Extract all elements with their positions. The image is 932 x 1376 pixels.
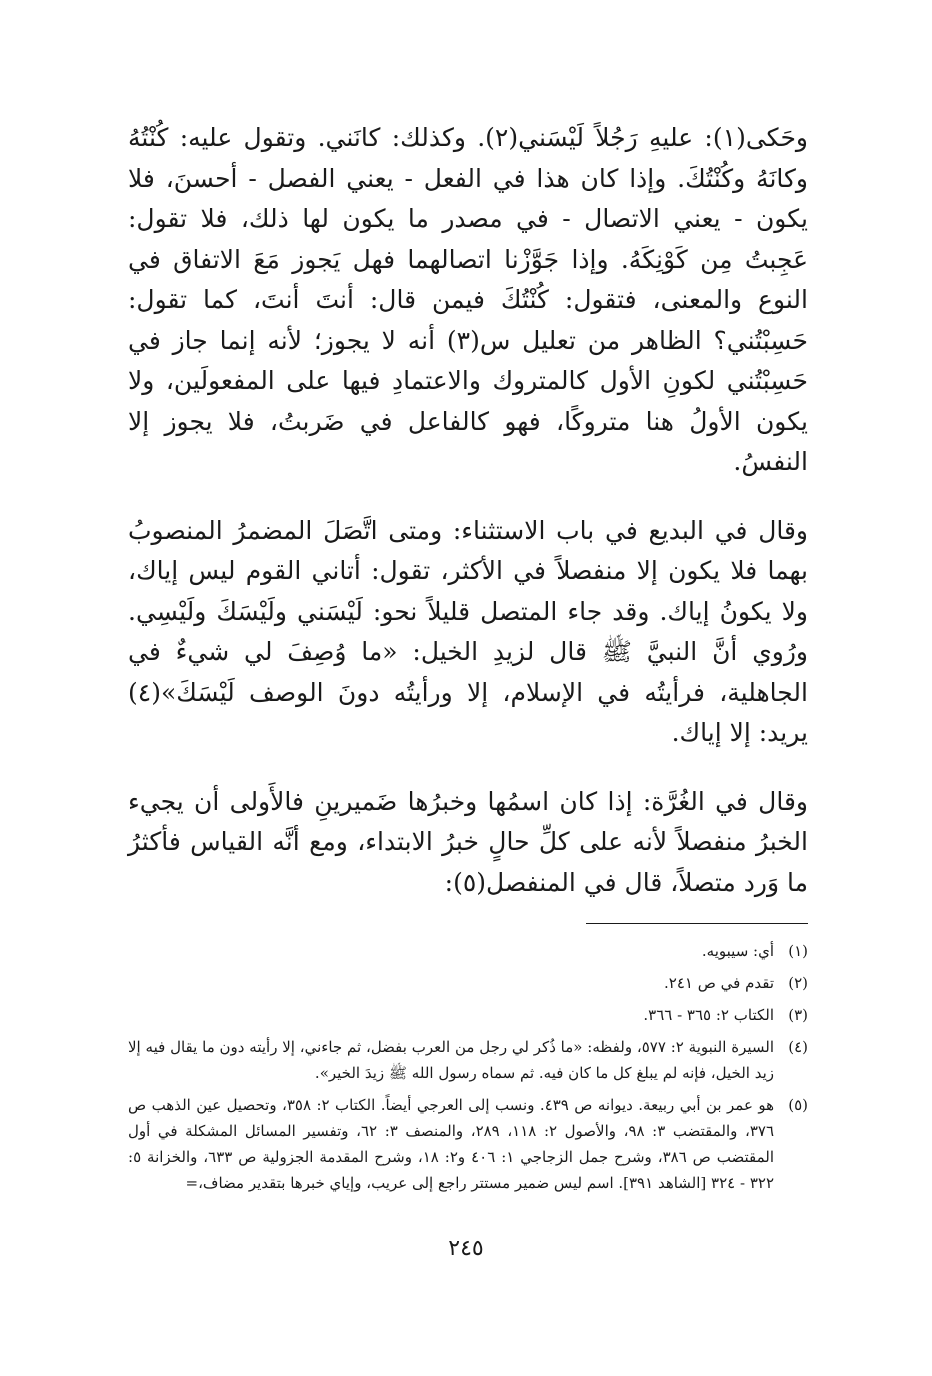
footnote-number: (١) (788, 942, 808, 960)
footnote-text: تقدم في ص ٢٤١. (664, 974, 774, 992)
footnote-text: الكتاب ٢: ٣٦٥ - ٣٦٦. (643, 1006, 774, 1024)
paragraph-3: وقال في الغُرَّة: إذا كان اسمُها وخبرُها ضَميرينِ فالأَولى أن يجيء الخبرُ منفصلاً لأنه على كلِّ حالٍ خبرُ الابتداء، ومع أنَّه القياس فأكثرُ ما وَرد متصلاً، قال في المنفصل(٥): (128, 786, 808, 897)
footnote-item (128, 1002, 808, 1028)
footnote-text: السيرة النبوية ٢: ٥٧٧، ولفظه: «ما ذُكر لي رجل من العرب بفضل، ثم جاءني، إلا رأيته دون ما يقال فيه إلا زيد الخيل، فإنه لم يبلغ كل ما كان فيه. ثم سماه رسول الله ﷺ زيدَ الخير». (128, 1038, 775, 1082)
page-number: ٢٤٥ (448, 1236, 484, 1261)
footnote-number: (٤) (788, 1038, 808, 1056)
footnote-item (128, 1034, 808, 1086)
footnote-number: (٣) (788, 1006, 808, 1024)
footnote-text: هو عمر بن أبي ربيعة. ديوانه ص ٤٣٩. ونسب إلى العرجي أيضاً. الكتاب ٢: ٣٥٨، وتحصيل عين الذهب ص ٣٧٦، والمقتضب ٣: ٩٨، والأصول ٢: ١١٨، ٢٨٩، والمنصف ٣: ٦٢، وتفسير المسائل المشكلة في أول المقتضب ص ٣٨٦، وشرح جمل الزجاجي ١: ٤٠٦ و٢: ١٨، وشرح المقدمة الجزولية ص ٦٣٣، والخزانة ٥: ٣٢٢ - ٣٢٤ [الشاهد ٣٩١]. اسم ليس ضمير مستتر راجع إلى عريب، وإياي خبرها بتقدير مضاف،= (128, 1096, 775, 1192)
footnote-item (128, 970, 808, 996)
footnote-text: أي: سيبويه. (701, 942, 774, 960)
footnote-number: (٢) (788, 974, 808, 992)
footnote-item (128, 1092, 808, 1196)
footnotes (128, 938, 808, 1196)
paragraph-1: وحَكى(١): عليهِ رَجُلاً لَيْسَني(٢). وكذلك: كانَني. وتقول عليه: كُنْتُهُ وكانَهُ وكُنْتُكَ. وإذا كان هذا في الفعل - يعني الفصل - أحسنَ، فلا يكون - يعني الاتصال - في مصدر ما يكون لها ذلك، فلا تقول: عَجِبتُ مِن كَوْنِكَهُ. وإذا جَوَّزْنا اتصالهما فهل يَجوز مَعَ الاتفاق في النوع والمعنى، فتقول: كُنْتُكَ فيمن قال: أنتَ أنتَ، كما تقول: حَسِبْتُني؟ الظاهر من تعليل س(٣) أنه لا يجوز؛ لأنه إنما جاز في حَسِبْتُني لكونِ الأول كالمتروك والاعتمادِ فيها على المفعولَين، ولا يكون الأولُ هنا متروكًا، فهو كالفاعل في ضَربتُ، فلا يجوز إلا النفسُ. (128, 123, 808, 476)
page-body (128, 118, 808, 1202)
footnote-number: (٥) (788, 1096, 808, 1114)
paragraph-2: وقال في البديع في باب الاستثناء: ومتى اتَّصَلَ المضمرُ المنصوبُ بهما فلا يكون إلا منفصلاً في الأكثر، تقول: أتاني القوم ليس إياك، ولا يكونُ إياك. وقد جاء المتصل قليلاً نحو: لَيْسَني ولَيْسَكَ ولَيْسِي. ورُوي أنَّ النبيَّ ﷺ قال لزيدِ الخيل: «ما وُصِفَ لي شيءٌ في الجاهلية، فرأيتُه في الإسلام، إلا ورأيتُه دونَ الوصف لَيْسَكَ»(٤) يريد: إلا إياك. (128, 515, 809, 747)
footnote-item (128, 938, 808, 964)
footnote-divider (586, 923, 808, 924)
